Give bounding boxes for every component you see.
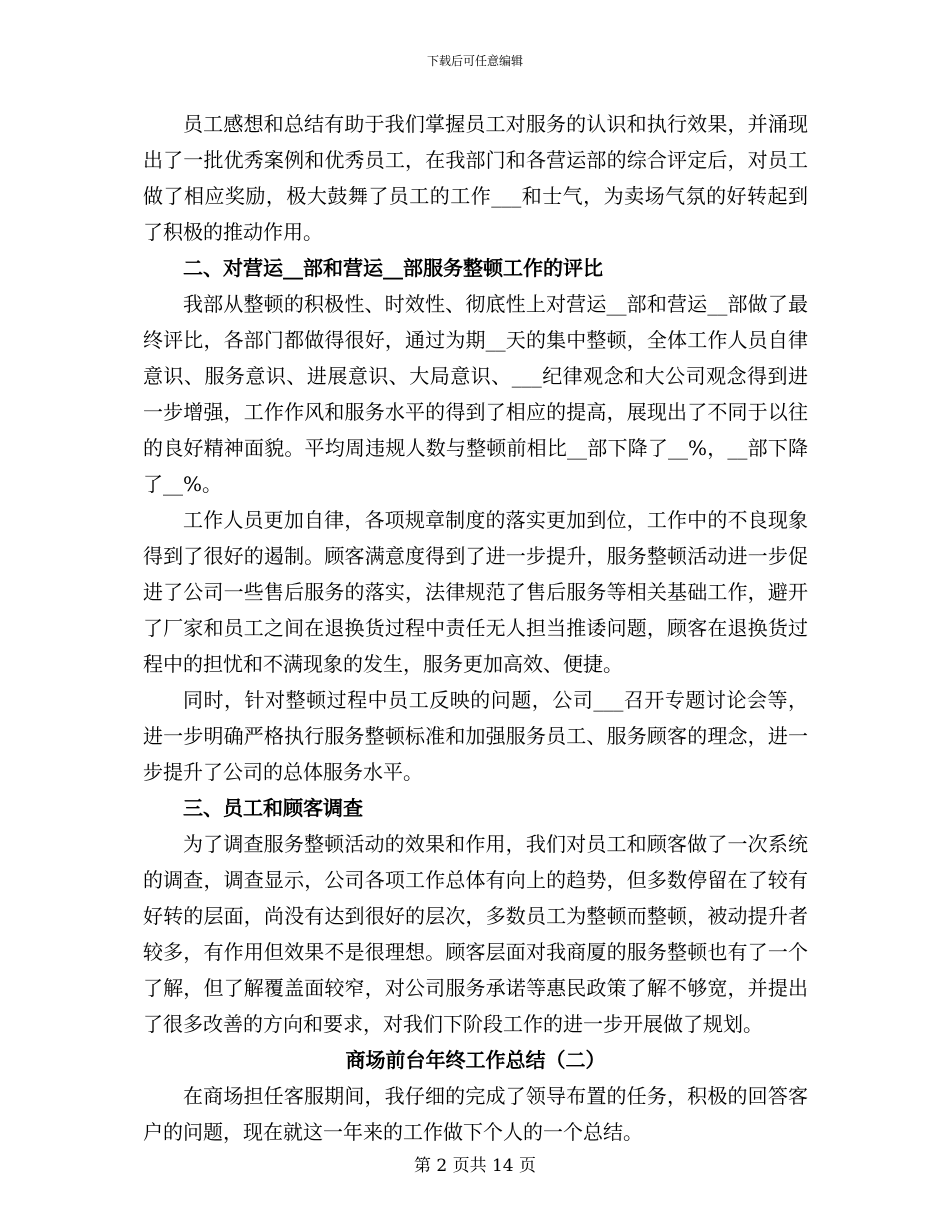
page-number-footer: 第 2 页共 14 页 bbox=[413, 1156, 537, 1176]
document-title: 商场前台年终工作总结（二） bbox=[345, 1048, 606, 1072]
paragraph-6: 在商场担任客服期间，我仔细的完成了领导布置的任务，积极的回答客户的问题，现在就这一年来的工作做下个人的一个总结。 bbox=[143, 1084, 808, 1144]
paragraph-3: 工作人员更加自律，各项规章制度的落实更加到位，工作中的不良现象得到了很好的遏制。顾客满意度得到了进一步提升，服务整顿活动进一步促进了公司一些售后服务的落实，法律规范了售后服务等相关基础工作，避开了厂家和员工之间在退换货过程中责任无人担当推诿问题，顾客在退换货过程中的担忧和不满现象的发生，服务更加高效、便捷。 bbox=[143, 508, 808, 676]
page-header-note: 下载后可任意编辑 bbox=[426, 54, 523, 68]
paragraph-4: 同时，针对整顿过程中员工反映的问题，公司___召开专题讨论会等，进一步明确严格执行服务整顿标准和加强服务员工、服务顾客的理念，进一步提升了公司的总体服务水平。 bbox=[143, 688, 808, 784]
paragraph-5: 为了调查服务整顿活动的效果和作用，我们对员工和顾客做了一次系统的调查，调查显示，公司各项工作总体有向上的趋势，但多数停留在了较有好转的层面，尚没有达到很好的层次，多数员工为整顿而整顿，被动提升者较多，有作用但效果不是很理想。顾客层面对我商厦的服务整顿也有了一个了解，但了解覆盖面较窄，对公司服务承诺等惠民政策了解不够宽，并提出了很多改善的方向和要求，对我们下阶段工作的进一步开展做了规划。 bbox=[143, 832, 808, 1036]
section-heading-2: 二、对营运__部和营运__部服务整顿工作的评比 bbox=[183, 256, 603, 280]
document-body bbox=[143, 106, 808, 1150]
paragraph-2: 我部从整顿的积极性、时效性、彻底性上对营运__部和营运__部做了最终评比，各部门都做得很好，通过为期__天的集中整顿，全体工作人员自律意识、服务意识、进展意识、大局意识、___纪律观念和大公司观念得到进一步增强，工作作风和服务水平的得到了相应的提高，展现出了不同于以往的良好精神面貌。平均周违规人数与整顿前相比__部下降了__%，__部下降了__%。 bbox=[143, 292, 808, 496]
paragraph-1: 员工感想和总结有助于我们掌握员工对服务的认识和执行效果，并涌现出了一批优秀案例和优秀员工，在我部门和各营运部的综合评定后，对员工做了相应奖励，极大鼓舞了员工的工作___和士气，为卖场气氛的好转起到了积极的推动作用。 bbox=[143, 112, 808, 244]
section-heading-3: 三、员工和顾客调查 bbox=[183, 796, 363, 820]
